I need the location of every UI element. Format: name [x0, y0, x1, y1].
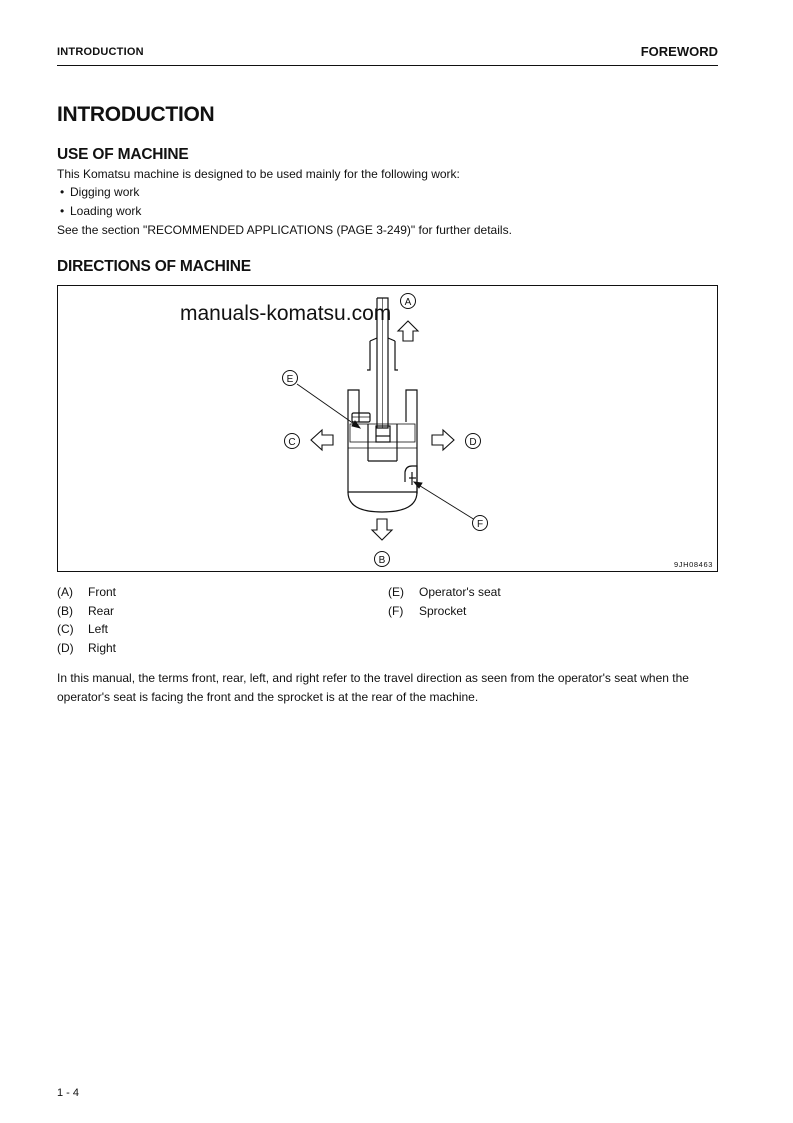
arrow-right — [432, 430, 454, 450]
arrow-rear — [372, 519, 392, 540]
callout-e-label: E — [286, 374, 294, 385]
legend-key: (C) — [57, 622, 74, 636]
callout-c-label: C — [288, 437, 296, 448]
legend-label: Left — [88, 622, 109, 636]
legend-key: (F) — [388, 604, 404, 618]
page-title: INTRODUCTION — [57, 103, 215, 126]
legend-key: (D) — [57, 641, 74, 655]
directions-heading: DIRECTIONS OF MACHINE — [57, 258, 251, 275]
list-item: • Digging work — [60, 185, 140, 199]
watermark-text: manuals-komatsu.com — [180, 302, 392, 325]
legend-key: (B) — [57, 604, 73, 618]
legend-item — [57, 622, 108, 636]
arrow-left — [311, 430, 333, 450]
list-item: • Loading work — [60, 204, 142, 218]
use-of-machine-heading: USE OF MACHINE — [57, 146, 189, 163]
arrow-front — [398, 321, 418, 341]
see-also-text: See the section "RECOMMENDED APPLICATIONS (PAGE 3-249)" for further details. — [57, 223, 512, 237]
legend-label: Right — [88, 641, 117, 655]
legend-item — [57, 604, 114, 618]
legend-item — [57, 641, 116, 655]
page-number: 1 - 4 — [57, 1087, 80, 1099]
callout-b-label: B — [378, 555, 386, 566]
callout-a-label: A — [404, 297, 412, 308]
callout-f-label: F — [476, 519, 484, 530]
legend-label: Operator's seat — [419, 585, 501, 599]
legend-label: Front — [88, 585, 117, 599]
header-chapter: FOREWORD — [640, 44, 718, 59]
legend-item — [57, 585, 116, 599]
directions-figure — [57, 285, 718, 572]
directions-description: In this manual, the terms front, rear, left, and right refer to the travel direction as seen from the operator's seat when the operator's seat is facing the front and the sprocket is at the rear of the machine. — [57, 671, 689, 704]
list-item-text: Digging work — [70, 185, 140, 199]
figure-code: 9JH08463 — [674, 560, 713, 569]
legend-label: Sprocket — [419, 604, 467, 618]
machine-top-view-diagram — [58, 286, 719, 573]
use-of-machine-intro: This Komatsu machine is designed to be used mainly for the following work: — [57, 167, 460, 181]
callout-d-label: D — [469, 437, 477, 448]
legend-item — [388, 585, 501, 599]
legend-key: (A) — [57, 585, 73, 599]
legend-item — [388, 604, 466, 618]
legend-label: Rear — [88, 604, 115, 618]
header-section: INTRODUCTION — [57, 46, 144, 58]
legend-key: (E) — [388, 585, 404, 599]
list-item-text: Loading work — [70, 204, 142, 218]
header-rule — [57, 65, 718, 66]
